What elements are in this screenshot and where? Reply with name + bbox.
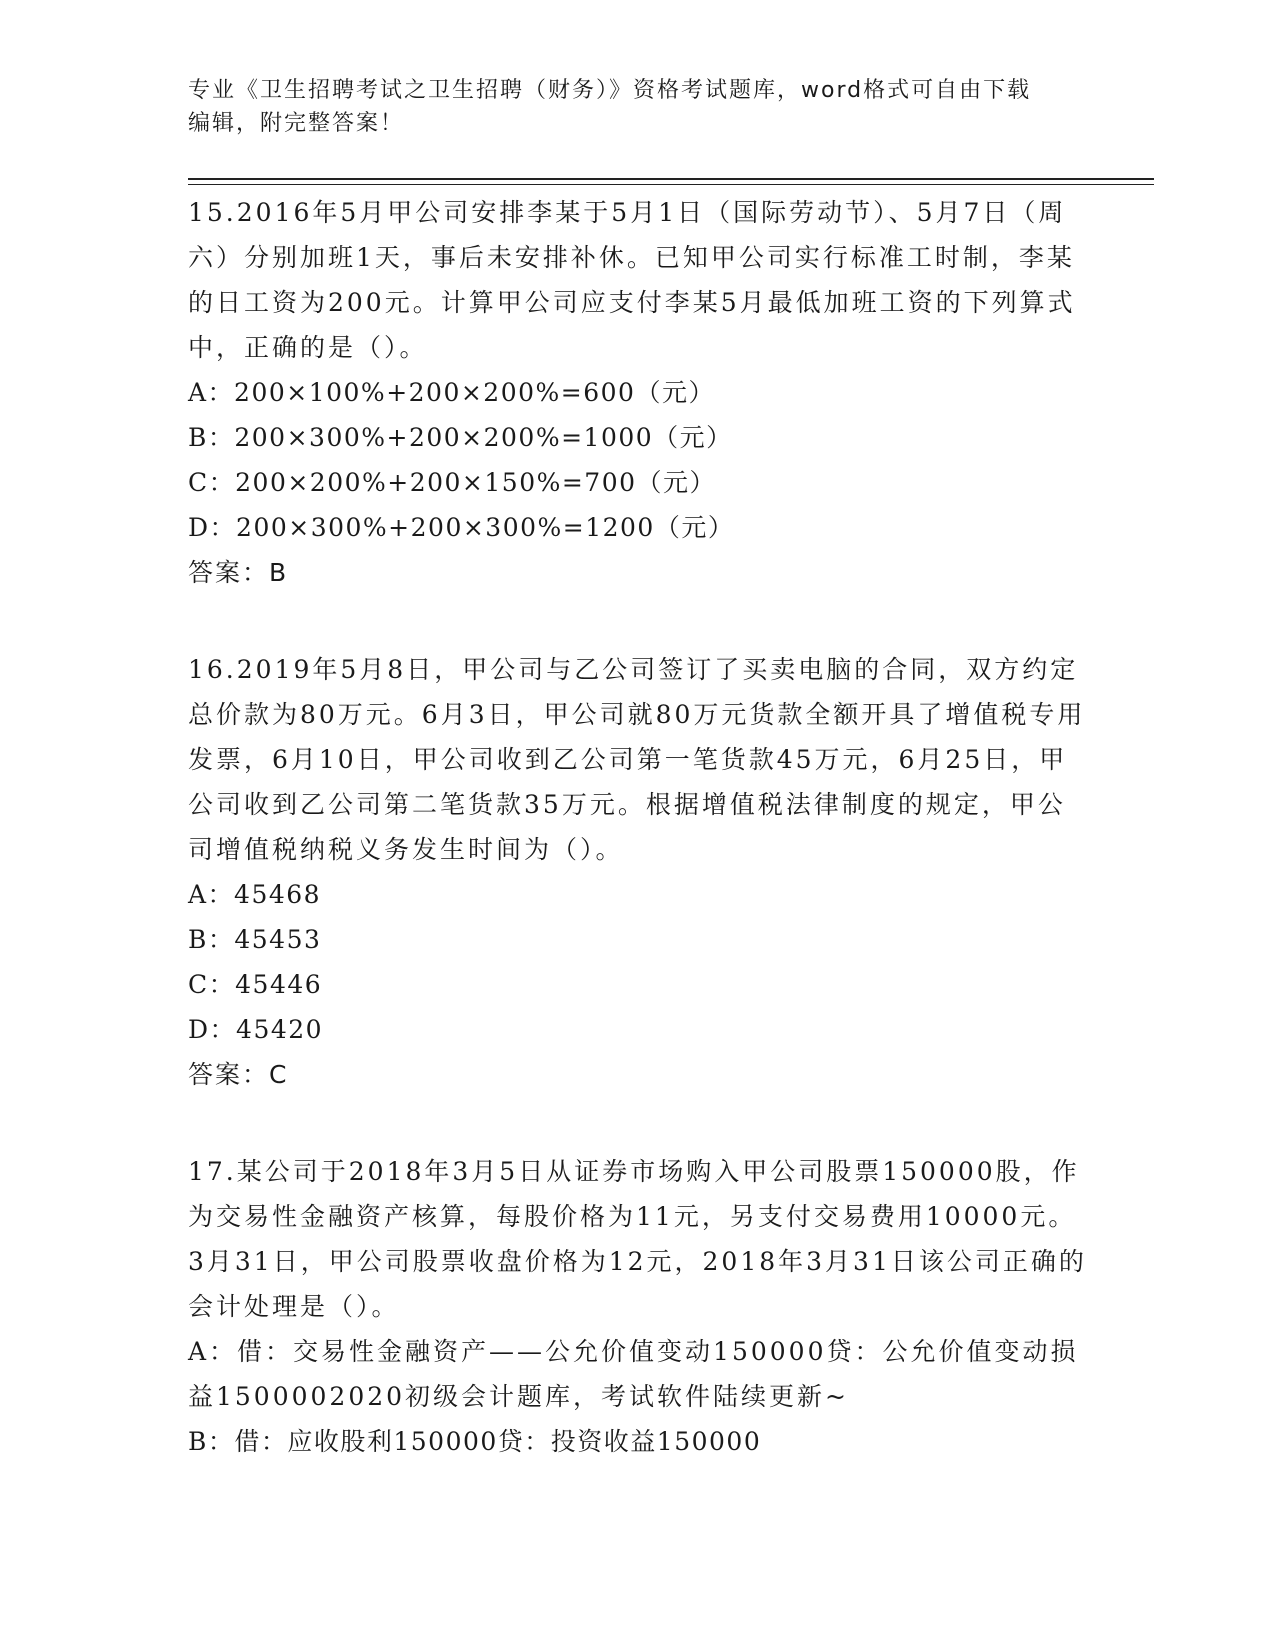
question-list	[188, 190, 1088, 1464]
question-16	[188, 647, 1088, 1097]
header-rule-thin	[188, 184, 1154, 185]
question-stem: 17.某公司于2018年3月5日从证券市场购入甲公司股票150000股，作为交易性金融资产核算，每股价格为11元，另支付交易费用10000元。3月31日，甲公司股票收盘价格为12元，2018年3月31日该公司正确的会计处理是（）。	[188, 1157, 1087, 1321]
option-c: C：45446	[188, 970, 323, 999]
option-a: A：借：交易性金融资产——公允价值变动150000贷：公允价值变动损益1500002020初级会计题库，考试软件陆续更新~	[188, 1337, 1079, 1411]
question-stem: 15.2016年5月甲公司安排李某于5月1日（国际劳动节）、5月7日（周六）分别加班1天，事后未安排补休。已知甲公司实行标准工时制，李某的日工资为200元。计算甲公司应支付李某5月最低加班工资的下列算式中，正确的是（）。	[188, 198, 1076, 362]
option-b: B：45453	[188, 925, 322, 954]
question-stem: 16.2019年5月8日，甲公司与乙公司签订了买卖电脑的合同，双方约定总价款为80万元。6月3日，甲公司就80万元货款全额开具了增值税专用发票，6月10日，甲公司收到乙公司第一笔货款45万元，6月25日，甲公司收到乙公司第二笔货款35万元。根据增值税法律制度的规定，甲公司增值税纳税义务发生时间为（）。	[188, 655, 1086, 864]
option-a: A：200×100%+200×200%=600（元）	[188, 378, 715, 407]
option-d: D：200×300%+200×300%=1200（元）	[188, 513, 735, 542]
option-d: D：45420	[188, 1015, 324, 1044]
page-header	[188, 74, 1088, 140]
question-15	[188, 190, 1088, 595]
answer-line: 答案：C	[188, 1060, 289, 1089]
option-c: C：200×200%+200×150%=700（元）	[188, 468, 717, 497]
header-rule-thick	[188, 178, 1154, 180]
question-17	[188, 1149, 1088, 1464]
answer-line: 答案：B	[188, 558, 289, 587]
option-b: B：借：应收股利150000贷：投资收益150000	[188, 1427, 762, 1456]
header-line-1: 专业《卫生招聘考试之卫生招聘（财务）》资格考试题库，word格式可自由下载	[188, 78, 1032, 103]
spacer	[188, 595, 1088, 647]
spacer	[188, 1097, 1088, 1149]
header-line-2: 编辑，附完整答案！	[188, 111, 405, 136]
option-b: B：200×300%+200×200%=1000（元）	[188, 423, 733, 452]
option-a: A：45468	[188, 880, 322, 909]
